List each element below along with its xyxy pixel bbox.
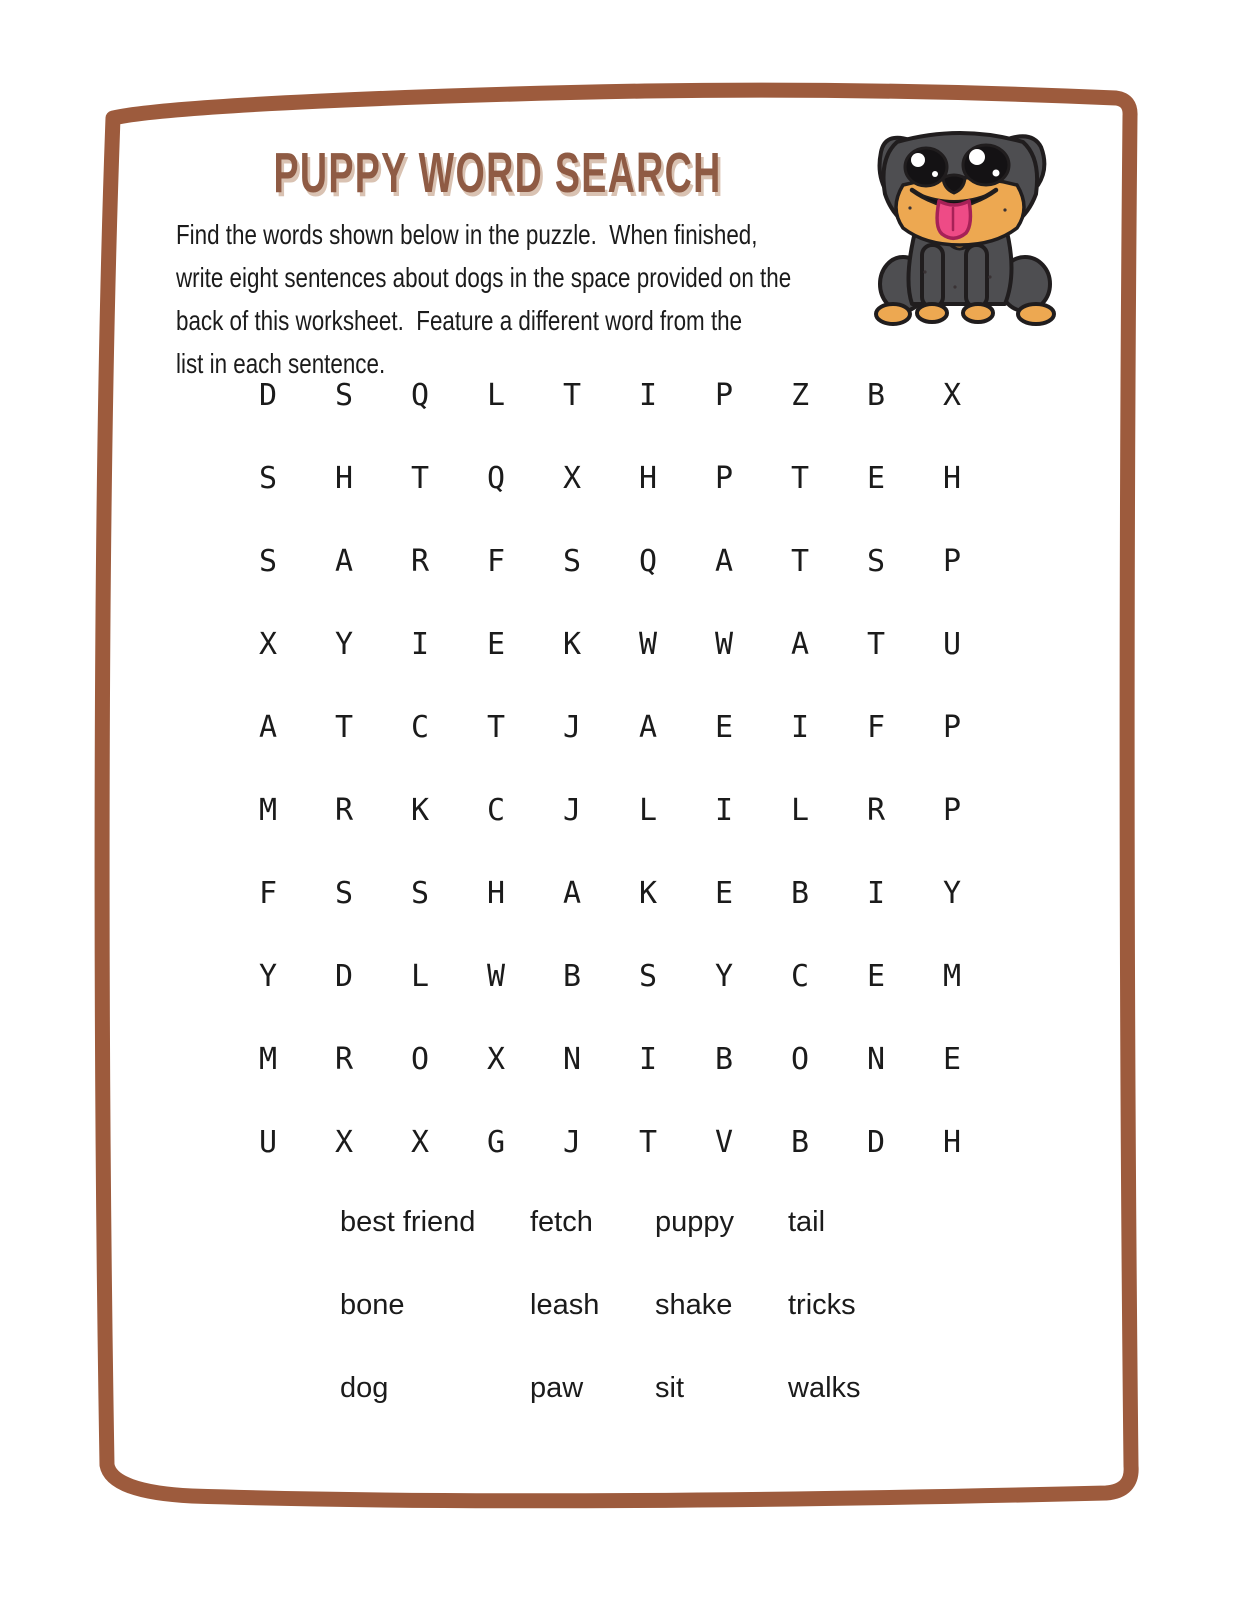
grid-letter: W <box>486 959 506 994</box>
grid-letter: I <box>790 710 810 745</box>
grid-letter: Q <box>638 544 658 579</box>
grid-letter: P <box>714 461 734 496</box>
grid-letter: R <box>866 793 886 828</box>
grid-letter: L <box>410 959 430 994</box>
grid-letter: S <box>638 959 658 994</box>
grid-letter: T <box>790 544 810 579</box>
grid-letter: E <box>714 876 734 911</box>
grid-letter: M <box>258 1042 278 1077</box>
grid-letter: B <box>866 378 886 413</box>
grid-letter: D <box>866 1125 886 1160</box>
grid-letter: B <box>562 959 582 994</box>
grid-letter: S <box>562 544 582 579</box>
grid-letter: K <box>410 793 430 828</box>
page-title <box>153 140 843 206</box>
grid-letter: V <box>714 1125 734 1160</box>
word-list-item: shake <box>655 1289 733 1321</box>
grid-letter: T <box>410 461 430 496</box>
grid-letter: O <box>410 1042 430 1077</box>
grid-letter: T <box>562 378 582 413</box>
grid-letter: I <box>866 876 886 911</box>
grid-letter: X <box>410 1125 430 1160</box>
grid-letter: M <box>942 959 962 994</box>
grid-letter: B <box>714 1042 734 1077</box>
grid-letter: B <box>790 876 810 911</box>
grid-letter: A <box>258 710 278 745</box>
grid-letter: G <box>486 1125 506 1160</box>
grid-letter: Y <box>942 876 962 911</box>
grid-letter: P <box>942 710 962 745</box>
grid-letter: T <box>486 710 506 745</box>
grid-letter: I <box>638 1042 658 1077</box>
grid-letter: S <box>258 544 278 579</box>
grid-letter: H <box>486 876 506 911</box>
grid-letter: T <box>638 1125 658 1160</box>
grid-letter: X <box>942 378 962 413</box>
instructions-line: back of this worksheet. Feature a different word from the <box>176 305 743 336</box>
grid-letter: J <box>562 793 582 828</box>
word-list <box>340 1181 861 1430</box>
grid-letter: E <box>942 1042 962 1077</box>
grid-letter: R <box>334 793 354 828</box>
grid-letter: E <box>714 710 734 745</box>
page-title-text: PUPPY WORD SEARCH <box>273 141 723 205</box>
grid-letter: W <box>714 627 734 662</box>
word-list-item: walks <box>788 1372 861 1404</box>
grid-letter: X <box>486 1042 506 1077</box>
grid-letter: U <box>942 627 962 662</box>
grid-letter: D <box>334 959 354 994</box>
grid-letter: H <box>334 461 354 496</box>
grid-letter: L <box>638 793 658 828</box>
grid-letter: A <box>638 710 658 745</box>
grid-letter: E <box>486 627 506 662</box>
instructions-line: write eight sentences about dogs in the space provided on the <box>176 262 792 293</box>
word-list-item: paw <box>530 1372 584 1404</box>
grid-letter: X <box>334 1125 354 1160</box>
grid-letter: J <box>562 710 582 745</box>
word-list-item: fetch <box>530 1206 593 1238</box>
grid-letter: Q <box>410 378 430 413</box>
grid-letter: N <box>562 1042 582 1077</box>
word-list-item: sit <box>655 1372 684 1404</box>
grid-letter: S <box>334 876 354 911</box>
grid-letter: H <box>638 461 658 496</box>
grid-letter: P <box>942 793 962 828</box>
grid-letter: R <box>334 1042 354 1077</box>
grid-letter: N <box>866 1042 886 1077</box>
word-list-item: puppy <box>655 1206 735 1238</box>
word-list-item: tricks <box>788 1289 856 1321</box>
grid-letter: L <box>486 378 506 413</box>
grid-letter: Y <box>258 959 278 994</box>
grid-letter: B <box>790 1125 810 1160</box>
grid-letter: U <box>258 1125 278 1160</box>
grid-letter: D <box>258 378 278 413</box>
grid-letter: P <box>942 544 962 579</box>
grid-letter: K <box>562 627 582 662</box>
grid-letter: C <box>790 959 810 994</box>
word-list-item: dog <box>340 1372 389 1404</box>
grid-letter: I <box>410 627 430 662</box>
grid-letter: O <box>790 1042 810 1077</box>
puppy-icon <box>855 112 1105 340</box>
grid-letter: W <box>638 627 658 662</box>
grid-letter: E <box>866 461 886 496</box>
grid-letter: S <box>866 544 886 579</box>
grid-letter: I <box>714 793 734 828</box>
grid-letter: H <box>942 1125 962 1160</box>
grid-letter: A <box>334 544 354 579</box>
word-list-item: leash <box>530 1289 600 1321</box>
grid-letter: Y <box>334 627 354 662</box>
word-list-item: tail <box>788 1206 826 1238</box>
word-list-item: bone <box>340 1289 405 1321</box>
grid-letter: Y <box>714 959 734 994</box>
grid-letter: M <box>258 793 278 828</box>
grid-letter: T <box>790 461 810 496</box>
grid-letter: R <box>410 544 430 579</box>
instructions-line: list in each sentence. <box>176 348 386 379</box>
grid-letter: A <box>562 876 582 911</box>
grid-letter: A <box>714 544 734 579</box>
grid-letter: F <box>486 544 506 579</box>
grid-letter: T <box>334 710 354 745</box>
grid-letter: F <box>258 876 278 911</box>
grid-letter: Q <box>486 461 506 496</box>
grid-letter: S <box>334 378 354 413</box>
letter-grid <box>230 354 990 1184</box>
grid-letter: H <box>942 461 962 496</box>
word-list-item: best friend <box>340 1206 476 1238</box>
grid-letter: E <box>866 959 886 994</box>
grid-letter: Z <box>790 378 810 413</box>
grid-letter: X <box>258 627 278 662</box>
grid-letter: A <box>790 627 810 662</box>
grid-letter: K <box>638 876 658 911</box>
grid-letter: C <box>486 793 506 828</box>
grid-letter: C <box>410 710 430 745</box>
grid-letter: L <box>790 793 810 828</box>
grid-letter: T <box>866 627 886 662</box>
grid-letter: S <box>410 876 430 911</box>
instructions-line: Find the words shown below in the puzzle. When finished, <box>176 219 758 250</box>
grid-letter: X <box>562 461 582 496</box>
grid-letter: S <box>258 461 278 496</box>
grid-letter: I <box>638 378 658 413</box>
grid-letter: J <box>562 1125 582 1160</box>
grid-letter: P <box>714 378 734 413</box>
grid-letter: F <box>866 710 886 745</box>
